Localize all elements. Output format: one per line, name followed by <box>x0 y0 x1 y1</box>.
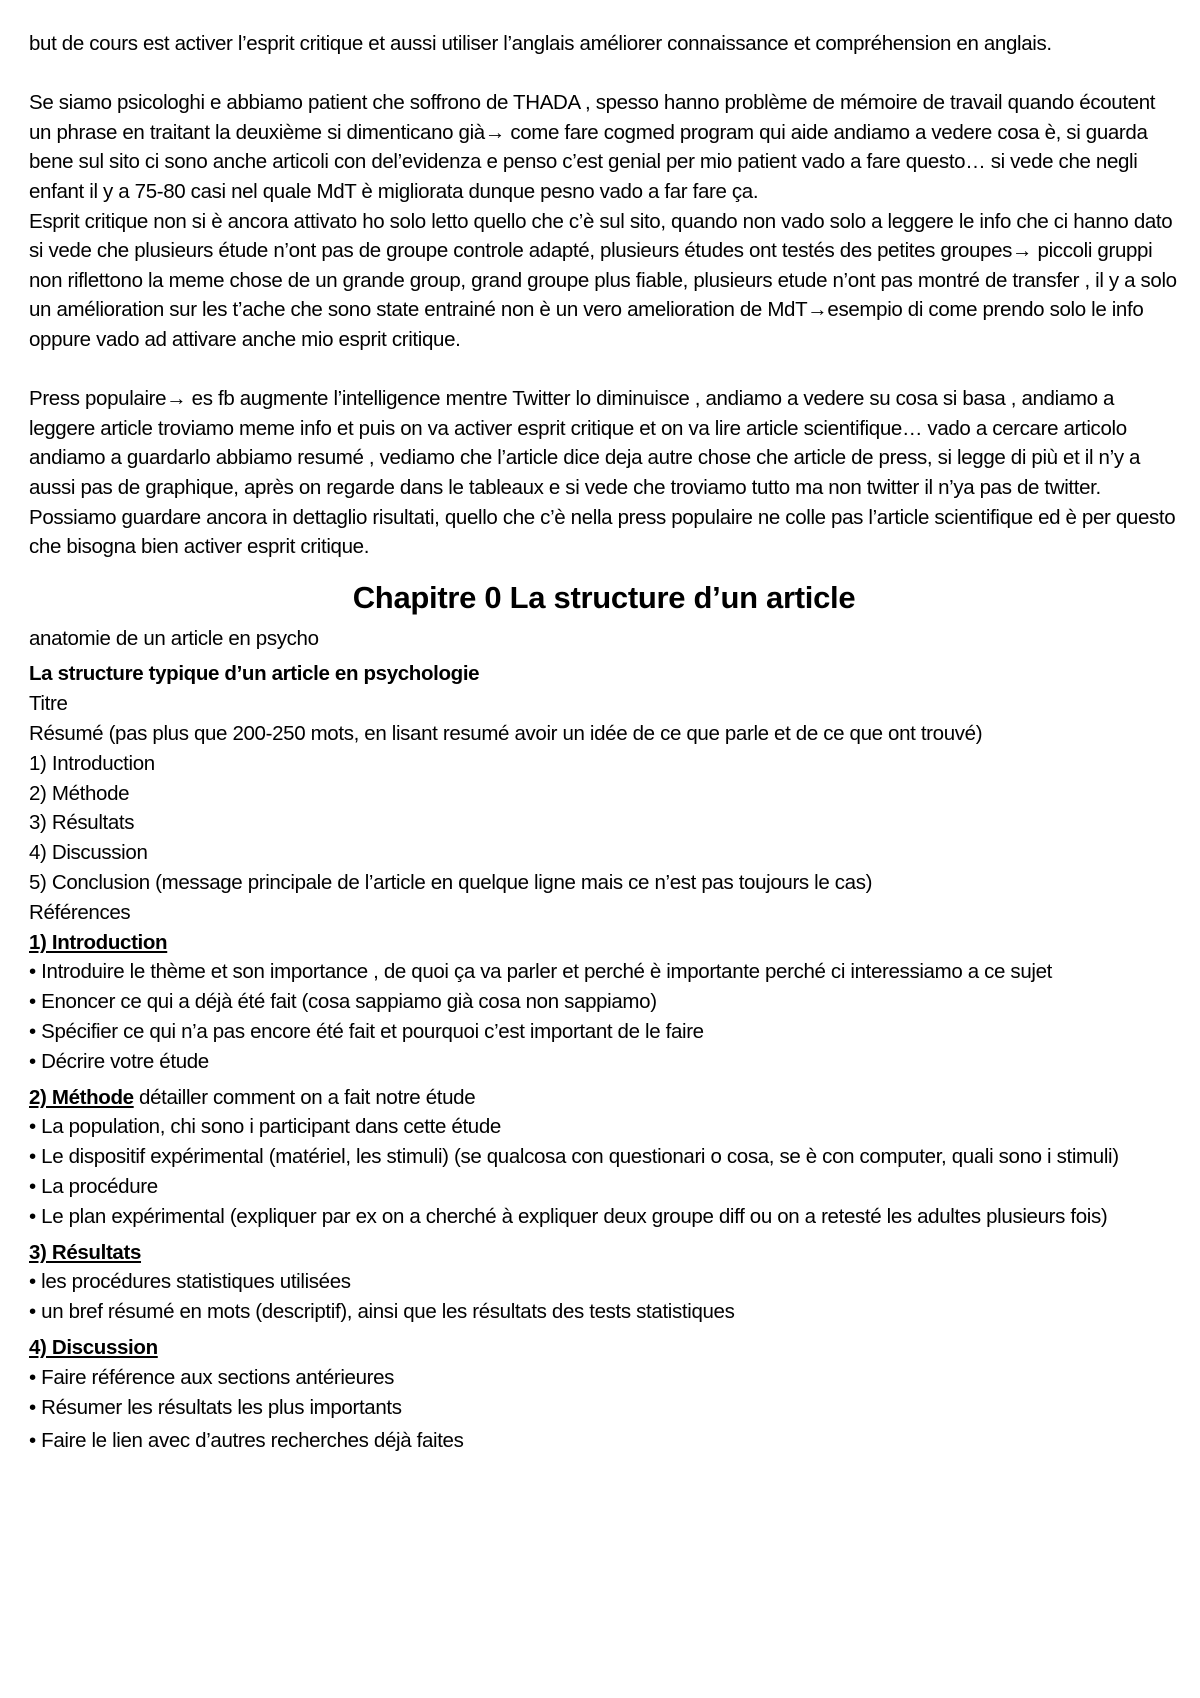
discussion-heading-text: 4) Discussion <box>29 1336 158 1360</box>
intro-paragraph-critical-thinking: Esprit critique non si è ancora attivato ho solo letto quello che c’è sul sito, quando non vado solo a leggere le info che ci hanno dato si vede che plusieurs étude n’ont pas de groupe controle adapté, plusieurs études ont testés des petites groupes→ piccoli gruppi non riflettono la meme chose de un grande group, grand groupe plus fiable, plusieurs etude n’ont pas montré de transfer , il y a solo un amélioration sur les t’ache che sono state entrainé non è un vero amelioration de MdT→esempio di come prendo solo le info oppure vado ad attivare anche mio esprit critique. <box>29 209 1177 351</box>
methode-heading-description: détailler comment on a fait notre étude <box>133 1085 476 1109</box>
discussion-bullet: • Faire le lien avec d’autres recherches déjà faites <box>29 1429 464 1453</box>
discussion-bullet: • Faire référence aux sections antérieures <box>29 1365 395 1389</box>
section-heading-introduction <box>29 928 1179 958</box>
structure-item-resultats: 3) Résultats <box>29 811 135 835</box>
structure-item-methode: 2) Méthode <box>29 781 130 805</box>
intro-paragraph-thada: Se siamo psicologhi e abbiamo patient che soffrono de THADA , spesso hanno problème de mémoire de travail quando écoutent un phrase en traitant la deuxième si dimenticano già→ come fare cogmed program qui aide andiamo a vedere cosa è, si guarda bene sul sito ci sono anche articoli con del’evidenza e penso c’est genial per mio patient vado a fare questo… si vede che negli enfant il y a 75-80 casi nel quale MdT è migliorata dunque pesno vado a far fare ça. <box>29 91 1156 203</box>
resultats-heading-text: 3) Résultats <box>29 1240 142 1264</box>
structure-item-titre: Titre <box>29 692 68 716</box>
introduction-bullet: • Introduire le thème et son importance , de quoi ça va parler et perché è importante perché ci interessiamo a ce sujet <box>29 960 1052 984</box>
section-heading-methode <box>29 1083 1179 1113</box>
discussion-bullet: • Résumer les résultats les plus importants <box>29 1395 402 1419</box>
introduction-bullet: • Décrire votre étude <box>29 1049 209 1073</box>
section-heading-resultats <box>29 1238 1179 1268</box>
methode-bullet: • Le dispositif expérimental (matériel, les stimuli) (se qualcosa con questionari o cosa, se è con computer, quali sono i stimuli) <box>29 1145 1119 1169</box>
document-page <box>29 29 1179 1456</box>
introduction-heading-text: 1) Introduction <box>29 930 168 954</box>
resultats-bullet: • les procédures statistiques utilisées <box>29 1270 351 1294</box>
structure-item-introduction: 1) Introduction <box>29 751 155 775</box>
structure-item-resume: Résumé (pas plus que 200-250 mots, en lisant resumé avoir un idée de ce que parle et de ce que ont trouvé) <box>29 722 983 746</box>
chapter-subtitle: anatomie de un article en psycho <box>29 626 319 650</box>
intro-paragraph-course-goal: but de cours est activer l’esprit critique et aussi utiliser l’anglais améliorer connaissance et compréhension en anglais. <box>29 32 1052 55</box>
introduction-bullet: • Spécifier ce qui n’a pas encore été fait et pourquoi c’est important de le faire <box>29 1020 704 1044</box>
resultats-bullet: • un bref résumé en mots (descriptif), ainsi que les résultats des tests statistiques <box>29 1300 735 1324</box>
section-heading-discussion <box>29 1333 1179 1363</box>
intro-paragraph-popular-press: Press populaire→ es fb augmente l’intelligence mentre Twitter lo diminuisce , andiamo a vedere su cosa si basa , andiamo a leggere article troviamo meme info et puis on va activer esprit critique et on va lire article scientifique… vado a cercare articolo andiamo a guardarlo abbiamo resumé , vediamo che l’article dice deja autre chose che article de press, si legge di più et il n’y a aussi pas de graphique, après on regarde dans le tableaux e si vede che troviamo tutto ma non twitter il n’ya pas de twitter. Possiamo guardare ancora in dettaglio risultati, quello che c’è nella press populaire ne colle pas l’article scientifique ed è per questo che bisogna bien activer esprit critique. <box>29 387 1176 559</box>
introduction-bullet: • Enoncer ce qui a déjà été fait (cosa sappiamo già cosa non sappiamo) <box>29 990 657 1014</box>
structure-heading: La structure typique d’un article en psychologie <box>29 662 480 686</box>
methode-bullet: • Le plan expérimental (expliquer par ex on a cherché à expliquer deux groupe diff ou on a retesté les adultes plusieurs fois) <box>29 1204 1108 1228</box>
methode-bullet: • La population, chi sono i participant dans cette étude <box>29 1115 501 1139</box>
methode-bullet: • La procédure <box>29 1175 158 1199</box>
structure-item-discussion: 4) Discussion <box>29 841 148 865</box>
methode-heading-text: 2) Méthode <box>29 1085 134 1109</box>
chapter-title: Chapitre 0 La structure d’un article <box>352 579 856 615</box>
structure-item-conclusion: 5) Conclusion (message principale de l’article en quelque ligne mais ce n’est pas toujours le cas) <box>29 871 873 895</box>
structure-item-references: Références <box>29 900 131 924</box>
